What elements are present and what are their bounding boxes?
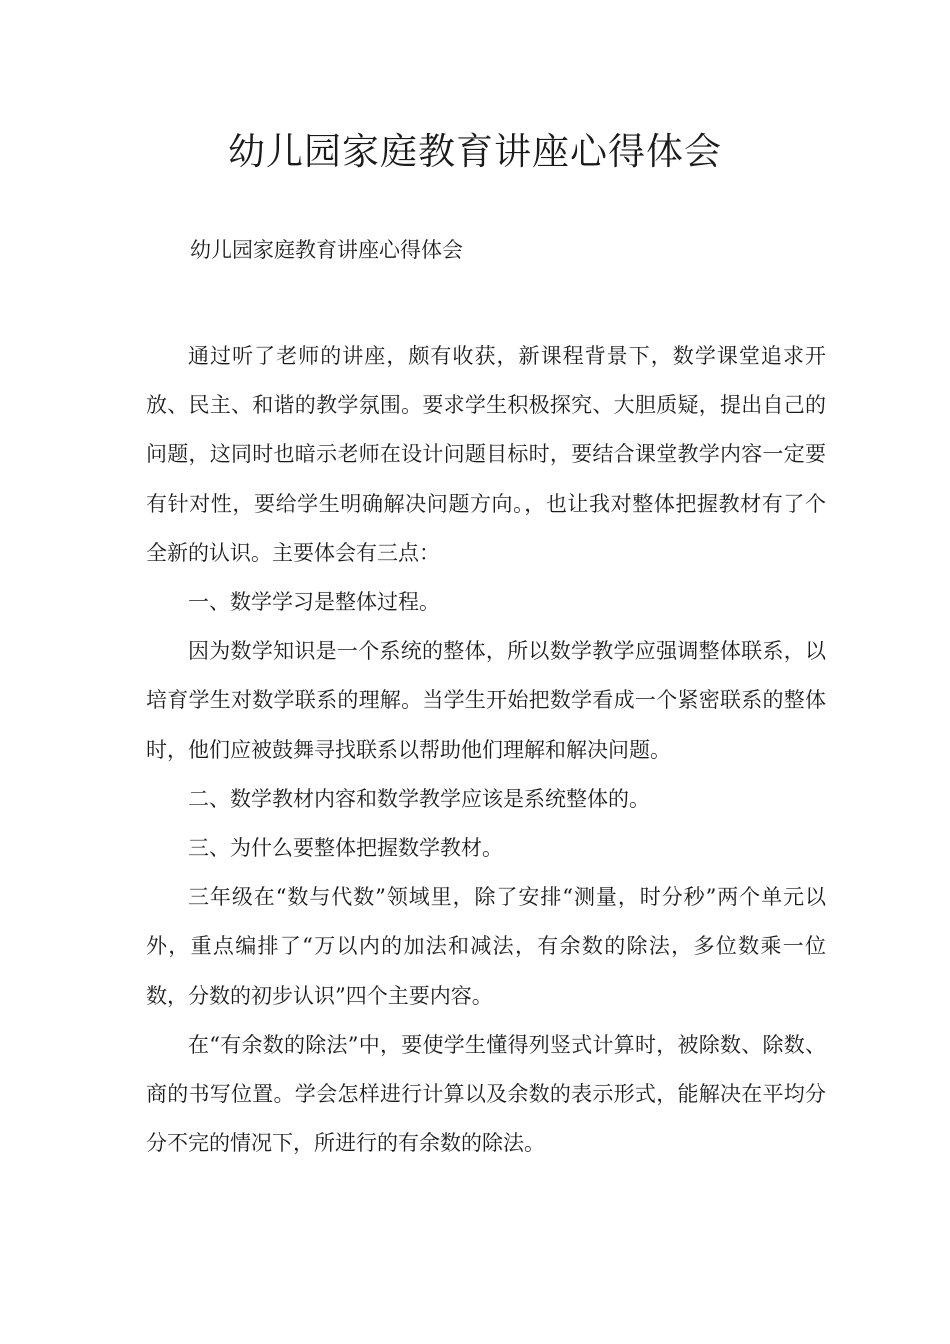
paragraph-division-with-remainder: 在“有余数的除法”中，要使学生懂得列竖式计算时，被除数、除数、商的书写位置。学会怎样进行计算以及余数的表示形式，能解决在平均分分不完的情况下，所进行的有余数的除法。 [146,1032,826,1156]
document-title: 幼儿园家庭教育讲座心得体会 [228,130,722,173]
paragraph-point-two-heading: 二、数学教材内容和数学教学应该是系统整体的。 [188,786,650,811]
document-body [146,332,826,1168]
document-subtitle: 幼儿园家庭教育讲座心得体会 [190,238,463,262]
paragraph-point-three-heading: 三、为什么要整体把握数学教材。 [188,836,503,861]
paragraph-point-one-body: 因为数学知识是一个系统的整体，所以数学教学应强调整体联系，以培育学生对数学联系的理解。当学生开始把数学看成一个紧密联系的整体时，他们应被鼓舞寻找联系以帮助他们理解和解决问题。 [146,639,826,762]
paragraph-point-one-heading: 一、数学学习是整体过程。 [188,590,440,615]
paragraph-intro: 通过听了老师的讲座，颇有收获，新课程背景下，数学课堂追求开放、民主、和谐的教学氛围。要求学生积极探究、大胆质疑，提出自己的问题，这同时也暗示老师在设计问题目标时，要结合课堂教学内容一定要有针对性，要给学生明确解决问题方向。，也让我对整体把握教材有了个全新的认识。主要体会有三点： [146,344,826,565]
paragraph-grade-three-content: 三年级在“数与代数”领域里，除了安排“测量，时分秒”两个单元以外，重点编排了“万以内的加法和减法，有余数的除法，多位数乘一位数，分数的初步认识”四个主要内容。 [146,885,826,1008]
